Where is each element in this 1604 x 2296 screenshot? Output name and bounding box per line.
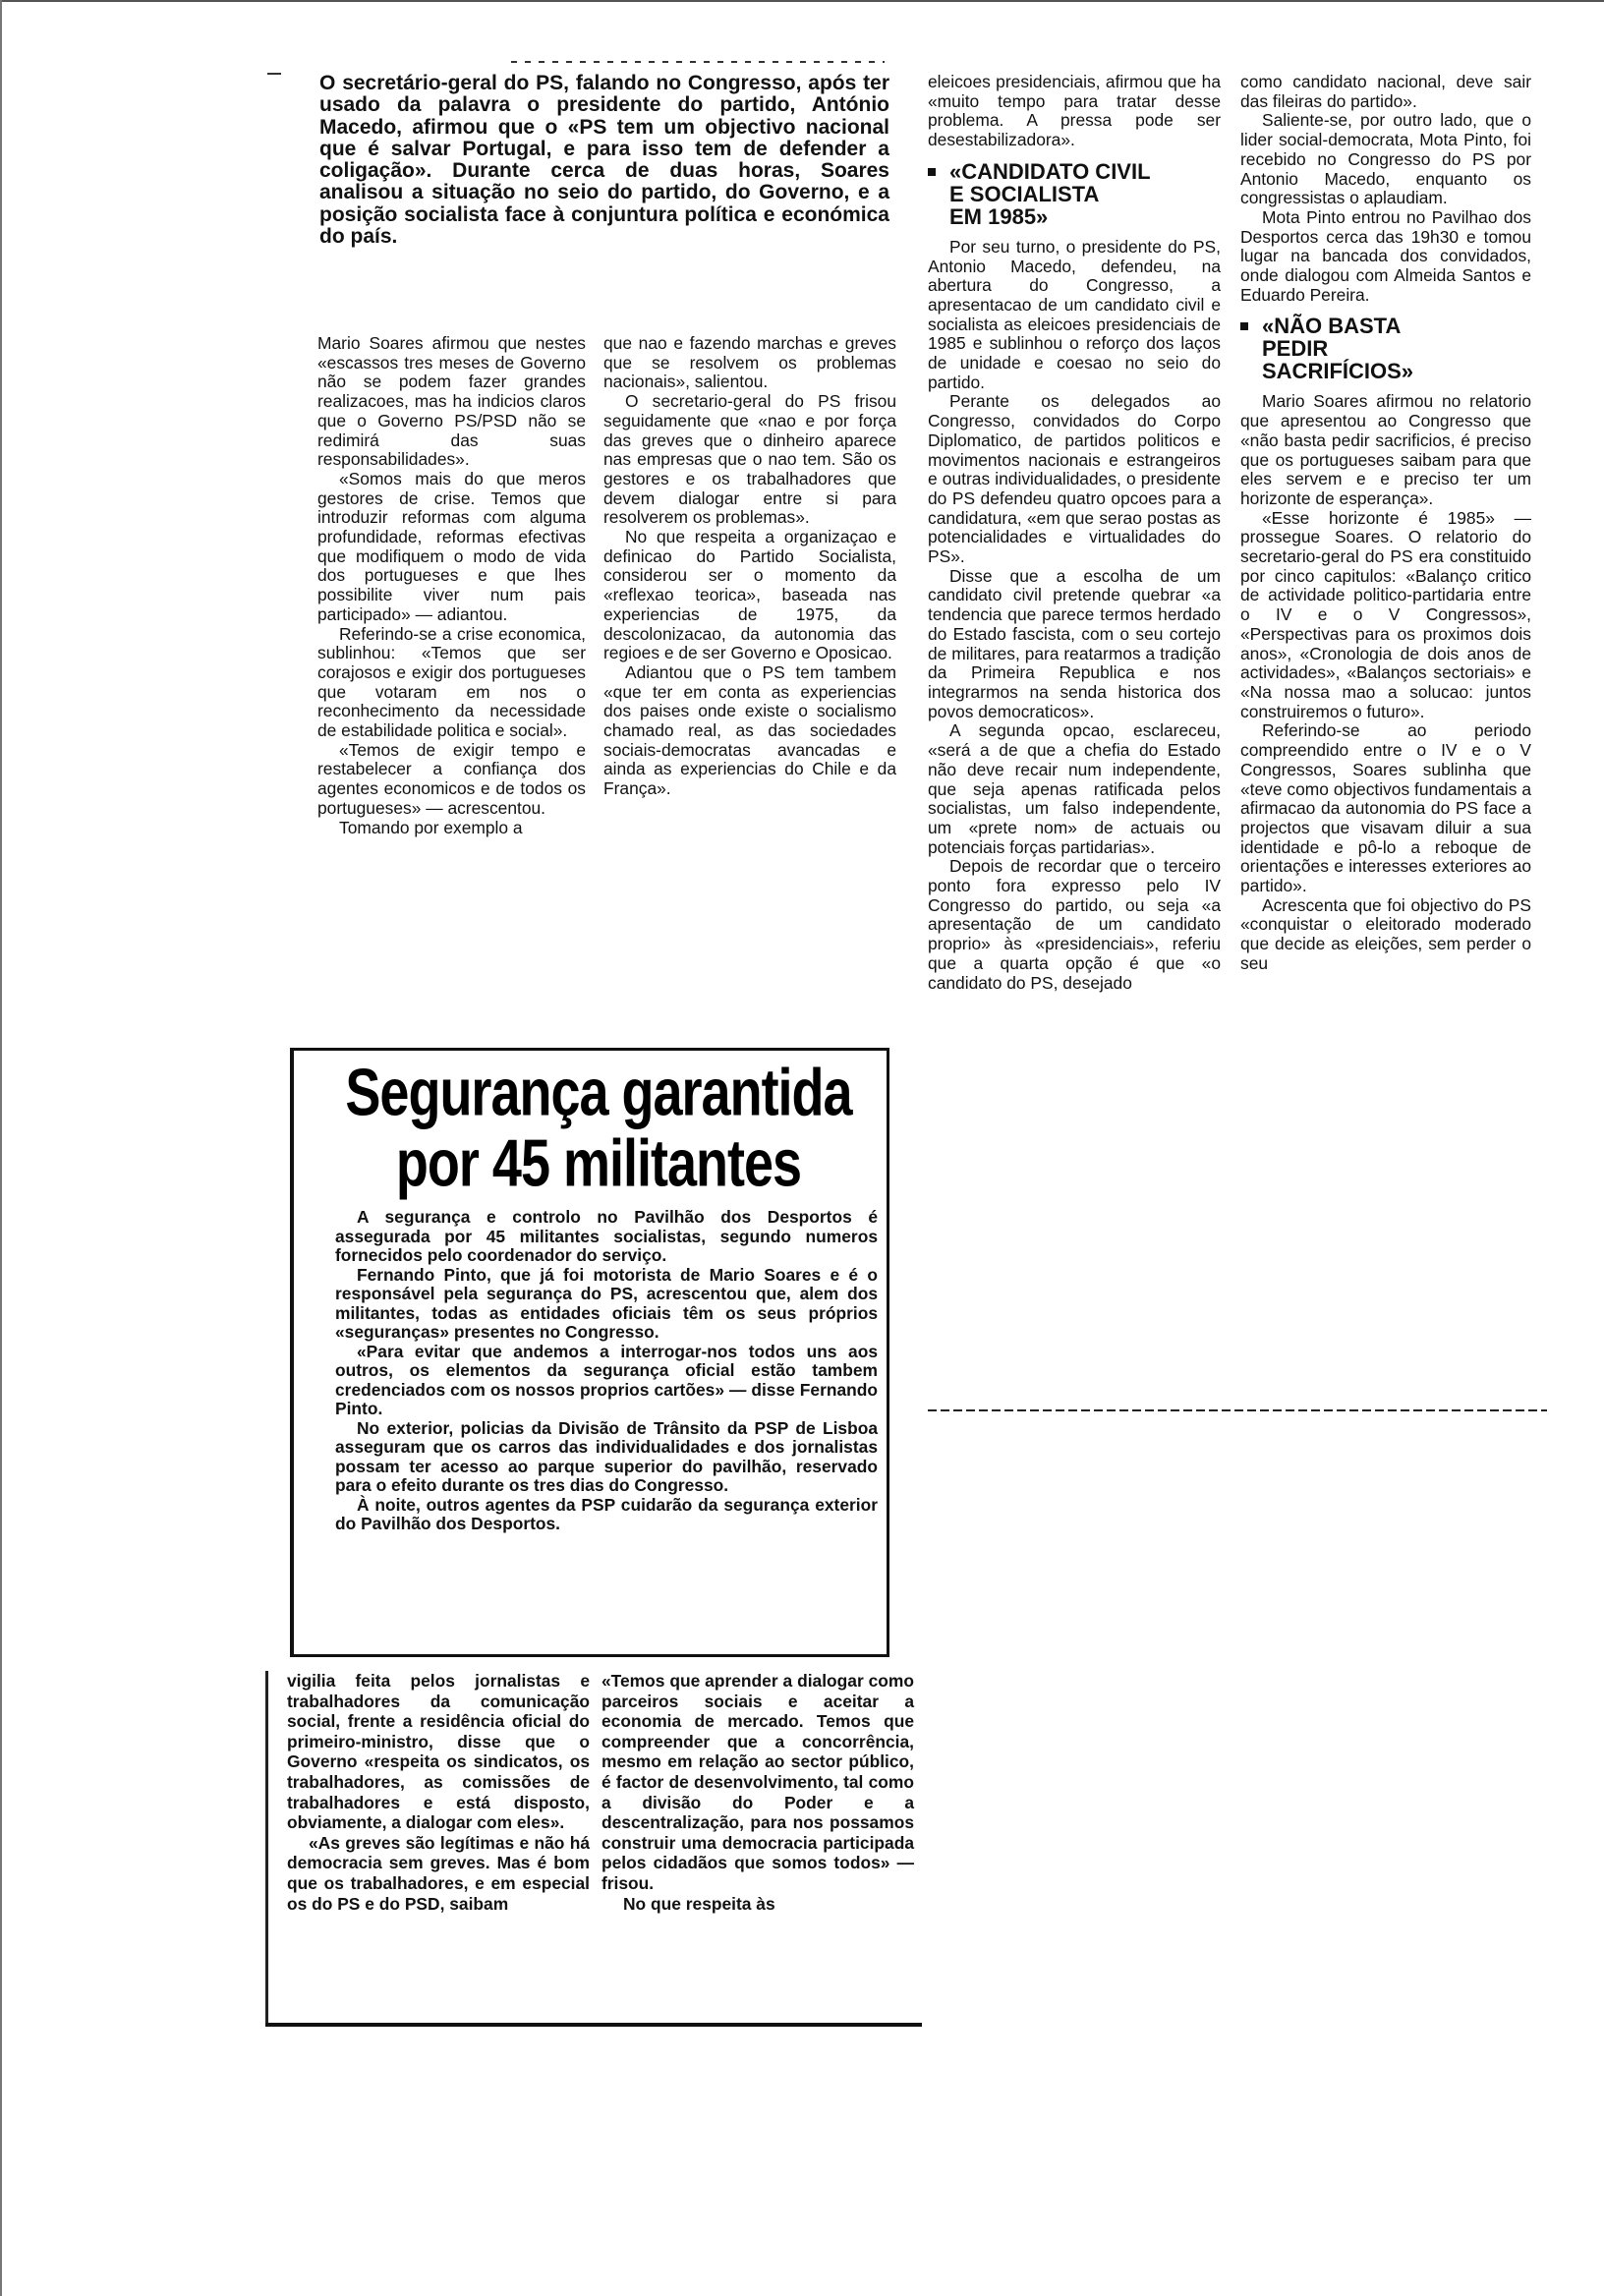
paragraph: A segurança e controlo no Pavilhão dos Desportos é assegurada por 45 militantes socialistas, segundo numeros fornecidos pelo coordenador do serviço. [335, 1207, 878, 1265]
paragraph: À noite, outros agentes da PSP cuidarão da segurança exterior do Pavilhão dos Desportos. [335, 1494, 878, 1533]
paragraph: que nao e fazendo marchas e greves que se resolvem os problemas nacionais», salientou. [603, 333, 896, 392]
subheading-nao-basta [1240, 315, 1531, 382]
paragraph: Referindo-se ao periodo compreendido entre o IV e o V Congressos, Soares sublinha que «teve como objectivos fundamentais a afirmacao da autonomia do PS face a projectos que visavam diluir a sua identidade e pô-lo a reboque de orientações e interesses exteriores ao partido». [1240, 720, 1531, 896]
article-column-1 [317, 334, 586, 837]
subheading-line: E SOCIALISTA [949, 181, 1100, 206]
bottom-column-1 [287, 1671, 590, 1914]
paragraph: Fernando Pinto, que já foi motorista de Mario Soares e é o responsável pela segurança do PS, acrescentou que, alem dos militantes, todas as entidades oficiais têm os seus próprios «seguranças» presentes no Congresso. [335, 1264, 878, 1342]
paragraph: «Esse horizonte é 1985» — prossegue Soares. O relatorio do secretario-geral do PS era constituido por cinco capitulos: «Balanço critico de actividade politico-partidaria entre o IV e o V Congressos», «Perspectivas para os proximos dois anos», «Cronologia de dois anos de actividades», «Balanços sectoriais» e «Na nossa mao a solucao: juntos construiremos o futuro». [1240, 507, 1531, 721]
subheading-line: «CANDIDATO CIVIL [949, 158, 1151, 184]
paragraph: No exterior, policias da Divisão de Trânsito da PSP de Lisboa asseguram que os carros das individualidades e dos jornalistas possam ter acesso ao parque superior do pavilhão, reservado para o efeito durante os tres dias do Congresso. [335, 1417, 878, 1495]
paragraph: Tomando por exemplo a [339, 817, 523, 837]
paragraph: «Temos de exigir tempo e restabelecer a confiança dos agentes economicos e de todos os portugueses» — acrescentou. [317, 739, 586, 818]
bottom-column-2 [602, 1671, 914, 1914]
article-column-4 [1240, 73, 1531, 974]
paragraph: Perante os delegados ao Congresso, convidados do Corpo Diplomatico, de partidos politicos e movimentos nacionais e estrangeiros e outras individualidades, o presidente do PS defendeu quatro opcoes para a candidatura, «em que serao postas as potencialidades e virtualidades do PS». [928, 391, 1221, 567]
lead-paragraph: O secretário-geral do PS, falando no Congresso, após ter usado da palavra o presidente do partido, António Macedo, afirmou que o «PS tem um objectivo nacional que é salvar Portugal, e para isso tem de defender a coligação». Durante cerca de duas horas, Soares analisou a situação no seio do partido, do Governo, e a posição socialista face à conjuntura política e económica do país. [319, 72, 889, 249]
paragraph: Mario Soares afirmou que nestes «escassos tres meses de Governo não se podem fazer grandes realizacoes, mas ha indicios claros que o Governo PS/PSD não se redimirá das suas responsabilidades». [317, 333, 586, 470]
paragraph: «Temos que aprender a dialogar como parceiros sociais e aceitar a economia de mercado. Temos que compreender que a concorrência, mesmo em relação ao sector público, é factor de desenvolvimento, tal como a divisão do Poder e a descentralização, para nos possamos construir uma democracia participada pelos cidadãos que somos todos» — frisou. [602, 1671, 914, 1893]
paragraph: «Para evitar que andemos a interrogar-nos todos uns aos outros, os elementos da segurança oficial estão tambem credenciados com os nossos proprios cartões» — disse Fernando Pinto. [335, 1341, 878, 1418]
paragraph: vigilia feita pelos jornalistas e trabalhadores da comunicação social, frente a residência oficial do primeiro-ministro, disse que o Governo «respeita os sindicatos, os trabalhadores, as comissões de trabalhadores e está disposto, obviamente, a dialogar com eles». [287, 1671, 590, 1833]
headline-line-1: Segurança garantida [345, 1056, 852, 1130]
sidebar-box-seguranca [290, 1048, 889, 1657]
bottom-rule [265, 2023, 922, 2027]
paragraph: Disse que a escolha de um candidato civil pretende quebrar «a tendencia que parece termos herdado do Estado fascista, com o seu cortejo de militares, para reatarmos a tradição da Primeira Republica e nos integrarmos na senda historica dos povos democraticos». [928, 565, 1221, 721]
subheading-line: EM 1985» [949, 203, 1049, 229]
bullet-square-icon [1240, 322, 1248, 330]
bullet-square-icon [928, 168, 936, 176]
article-column-2 [603, 334, 896, 799]
top-dashed-rule [511, 61, 885, 63]
paragraph: Adiantou que o PS tem tambem «que ter em conta as experiencias dos paises onde existe o socialismo chamado real, as das sociedades sociais-democratas avancadas e ainda as experiencias do Chile e da França». [603, 661, 896, 799]
sidebar-body [335, 1208, 878, 1534]
left-dash-mark [267, 73, 281, 75]
page-top-edge [0, 0, 1604, 2]
page-left-edge [0, 0, 2, 2296]
sidebar-headline [333, 1056, 864, 1201]
paragraph: «As greves são legítimas e não há democracia sem greves. Mas é bom que os trabalhadores, e em especial os do PS e do PSD, saibam [287, 1832, 590, 1914]
paragraph: como candidato nacional, deve sair das fileiras do partido». [1240, 72, 1531, 111]
article-column-3 [928, 73, 1221, 993]
paragraph: Mota Pinto entrou no Pavilhao dos Desportos cerca das 19h30 e tomou lugar na bancada dos convidados, onde dialogou com Almeida Santos e Eduardo Pereira. [1240, 206, 1531, 305]
paragraph: «Somos mais do que meros gestores de crise. Temos que introduzir reformas com alguma profundidade, reformas efectivas que modifiquem o modo de vida dos portugueses e que lhes possibilite viver num pais participado» — adiantou. [317, 468, 586, 624]
bottom-left-rule [265, 1671, 268, 2025]
paragraph: No que respeita a organizaçao e definicao do Partido Socialista, considerou ser o momento da «reflexao teorica», baseada nas experiencias de 1975, da descolonizacao, da autonomia das regioes e de ser Governo e Oposicao. [603, 527, 896, 663]
paragraph: Depois de recordar que o terceiro ponto fora expresso pelo IV Congresso do partido, ou seja «a apresentação de um candidato proprio» às «presidenciais», referiu que a quarta opção é que «o candidato do PS, desejado [928, 856, 1221, 993]
subheading-candidato-civil [928, 160, 1221, 228]
paragraph: Referindo-se a crise economica, sublinhou: «Temos que ser corajosos e exigir dos portugueses que votaram em nos o reconhecimento da necessidade de estabilidade politica e social». [317, 623, 586, 741]
subheading-line: «NÃO BASTA [1262, 314, 1402, 339]
paragraph: A segunda opcao, esclareceu, «será a de que a chefia do Estado não deve recair num independente, que seja apenas ratificada pelos socialistas, um falso independente, um «prete nom» de actuais ou potenciais forças partidarias». [928, 720, 1221, 857]
paragraph: Acrescenta que foi objectivo do PS «conquistar o eleitorado moderado que decide as eleições, sem perder o seu [1240, 894, 1531, 973]
headline-line-2: por 45 militantes [395, 1126, 802, 1201]
paragraph: No que respeita às [623, 1893, 775, 1914]
subheading-line: SACRIFÍCIOS» [1262, 359, 1414, 384]
paragraph: O secretario-geral do PS frisou seguidamente que «nao e por força das greves que o dinheiro aparece nas empresas que o nao tem. São os gestores e os trabalhadores que devem dialogar entre si para resolverem os problemas». [603, 391, 896, 528]
paragraph: Por seu turno, o presidente do PS, Antonio Macedo, defendeu, na abertura do Congresso, a apresentacao de um candidato civil e socialista as eleicoes presidenciais de 1985 e sublinhou o reforço dos laços de unidade e coesao no seio do partido. [928, 236, 1221, 392]
paragraph: Mario Soares afirmou no relatorio que apresentou ao Congresso que «não basta pedir sacrificios, é preciso que os portugueses saibam para que eles servem e e preciso ter um horizonte de esperança». [1240, 391, 1531, 508]
bottom-continuation [267, 1671, 916, 2025]
paragraph: Saliente-se, por outro lado, que o lider social-democrata, Mota Pinto, foi recebido no Congresso do PS por Antonio Macedo, enquanto os congressistas o aplaudiam. [1240, 110, 1531, 208]
subheading-line: PEDIR [1262, 336, 1329, 362]
column-end-rule [928, 1409, 1547, 1411]
paragraph: eleicoes presidenciais, afirmou que ha «muito tempo para tratar desse problema. A pressa pode ser desestabilizadora». [928, 72, 1221, 150]
